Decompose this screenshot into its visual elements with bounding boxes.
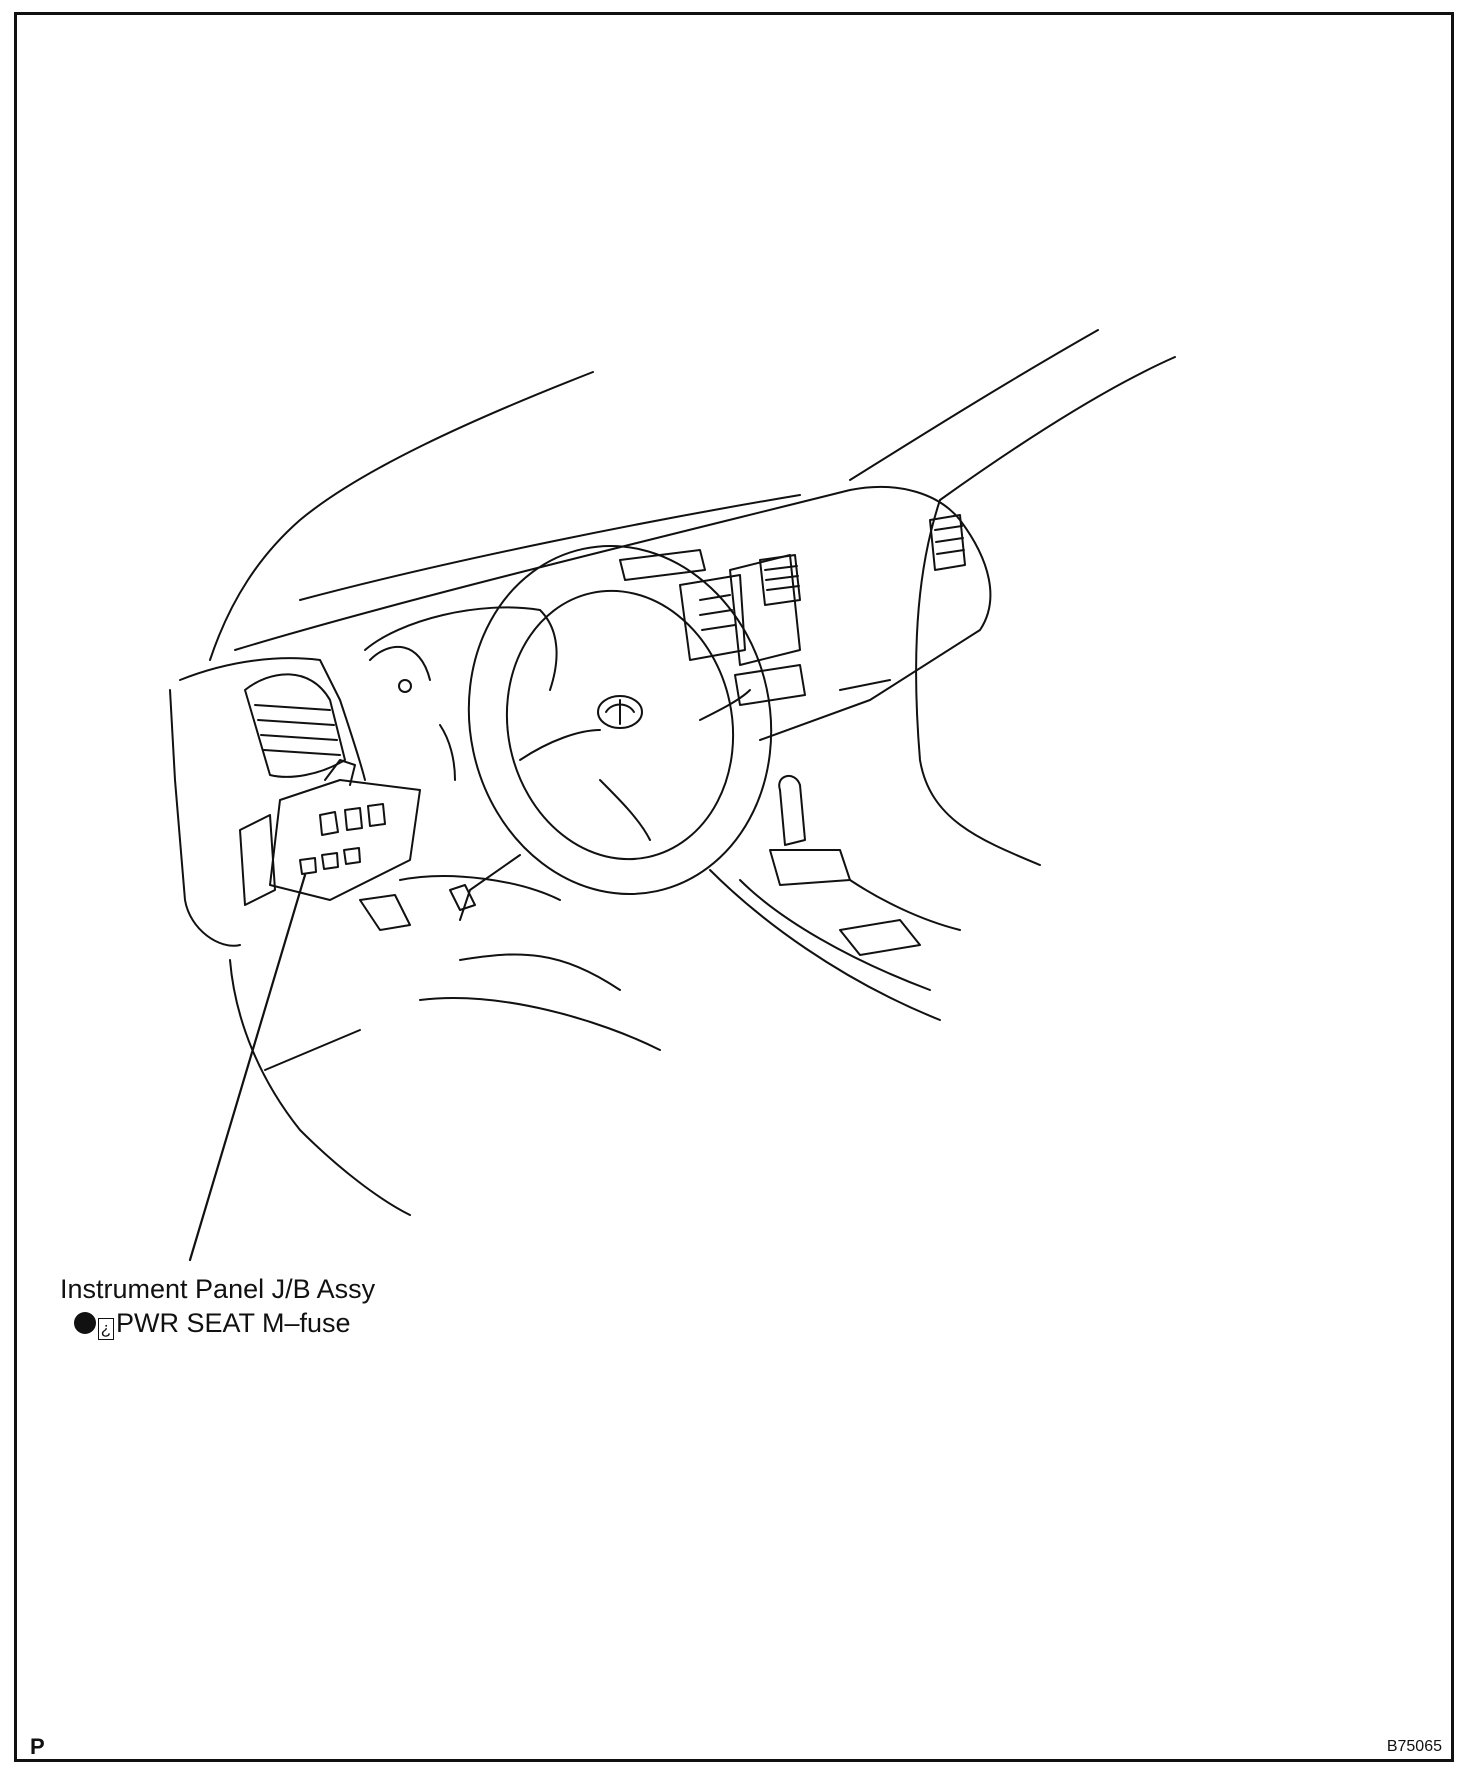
left-vent-slat-1 bbox=[255, 705, 330, 710]
steering-spoke-left bbox=[520, 730, 600, 760]
left-kick-panel bbox=[230, 960, 410, 1215]
left-vent-slat-3 bbox=[261, 735, 337, 740]
radio-buttons bbox=[700, 595, 735, 630]
dash-upper-crease bbox=[300, 495, 800, 600]
jb-callout-fuse bbox=[60, 1306, 375, 1340]
floor-line-left bbox=[420, 998, 660, 1050]
shift-gate bbox=[770, 850, 850, 885]
filled-circle-icon bbox=[74, 1312, 96, 1334]
center-stack-outline bbox=[730, 555, 800, 665]
cluster-gauge-knob bbox=[399, 680, 411, 692]
left-vent-slat-4 bbox=[264, 750, 340, 755]
steering-spoke-lower bbox=[600, 780, 650, 840]
jb-leader-line bbox=[190, 875, 305, 1260]
steering-column bbox=[460, 855, 520, 920]
steering-hub-logo-inner bbox=[606, 700, 634, 724]
console-cupholder bbox=[840, 920, 920, 955]
windshield-frame-right bbox=[850, 330, 1098, 480]
pedal-left bbox=[360, 895, 410, 930]
left-panel-outline bbox=[170, 690, 240, 946]
jb-callout-title: Instrument Panel J/B Assy bbox=[60, 1274, 376, 1304]
console-inner-line bbox=[740, 880, 930, 990]
figure-id: B75065 bbox=[1386, 1738, 1442, 1755]
right-vent-slats bbox=[935, 526, 964, 554]
knee-panel bbox=[400, 876, 560, 900]
windshield-frame-left bbox=[210, 372, 593, 660]
cluster-hood bbox=[365, 607, 557, 690]
climate-control bbox=[735, 665, 805, 705]
shift-knob bbox=[779, 776, 805, 845]
floor-line-front bbox=[460, 954, 620, 990]
junction-box bbox=[270, 780, 420, 900]
jb-fuse-row-2 bbox=[300, 848, 360, 874]
unknown-glyph: ¿ bbox=[98, 1318, 114, 1340]
left-lower-trim bbox=[265, 1030, 360, 1070]
center-top-vent bbox=[620, 550, 705, 580]
dash-top-edge bbox=[235, 487, 960, 650]
console-right-edge bbox=[850, 880, 960, 930]
dash-lower-contour bbox=[760, 520, 990, 740]
fuse-label: PWR SEAT M–fuse bbox=[116, 1308, 351, 1338]
jb-callout bbox=[60, 1272, 375, 1340]
console-left-edge bbox=[710, 870, 940, 1020]
a-pillar-right bbox=[940, 357, 1175, 500]
glove-box-handle bbox=[840, 680, 890, 690]
page-mark: P bbox=[30, 1734, 45, 1759]
right-door-line bbox=[916, 500, 1040, 865]
cluster-left-gauge bbox=[370, 647, 430, 680]
column-stalk bbox=[440, 725, 455, 780]
jb-fuse-row-1 bbox=[320, 804, 385, 835]
left-vent-slat-2 bbox=[258, 720, 334, 725]
jb-side-plate bbox=[240, 815, 275, 905]
center-vent-slats bbox=[765, 566, 799, 590]
